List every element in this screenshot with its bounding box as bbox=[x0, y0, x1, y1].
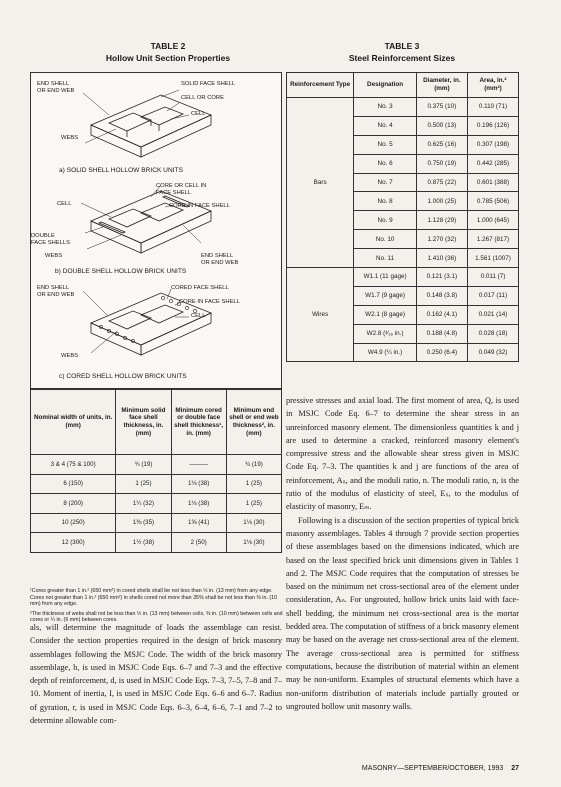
table-cell: W1.1 (11 gage) bbox=[354, 268, 417, 287]
table-cell: 0.021 (14) bbox=[467, 305, 518, 324]
table-cell: ——— bbox=[171, 455, 226, 475]
table-cell: 1⅛ (38) bbox=[171, 494, 226, 514]
table-cell: 1.270 (32) bbox=[416, 230, 467, 249]
footnote-2: ²The thickness of webs shall not be less than ½ in. (13 mm) between cells, ⅜ in. (10 mm) between cells and cores or ¼ in. (6 mm) between cores. bbox=[30, 610, 283, 624]
table-cell: W2.1 (8 gage) bbox=[354, 305, 417, 324]
brick-unit-figures bbox=[30, 72, 282, 389]
page-number: 27 bbox=[511, 765, 519, 772]
fig-a-label-end-shell: END SHELL bbox=[37, 81, 70, 87]
table-cell: 0.049 (32) bbox=[467, 343, 518, 362]
table-cell: No. 7 bbox=[354, 173, 417, 192]
table-cell: 0.162 (4.1) bbox=[416, 305, 467, 324]
footnote-1: ¹Cores greater than 1 in.² (650 mm²) in cored shells shall be not less than ½ in. (13 mm) from any edge. Cores not greater than 1 in.² (650 mm²) in shells cored not more than 35% shall be not less than ⅜ in. (10 mm) from any edge. bbox=[30, 588, 278, 608]
table-cell: 0.500 (13) bbox=[416, 116, 467, 135]
table-cell: No. 5 bbox=[354, 135, 417, 154]
table2-caption bbox=[52, 40, 284, 64]
fig-a-label-webs: WEBS bbox=[61, 135, 79, 141]
fig-b-label-cell: CELL bbox=[57, 201, 72, 207]
t3-header-diameter: Diameter, in. (mm) bbox=[416, 73, 467, 98]
table3-caption bbox=[286, 40, 518, 64]
table-cell: 0.121 (3.1) bbox=[416, 268, 467, 287]
table-row bbox=[31, 494, 282, 514]
group-type-wires: Wires bbox=[287, 268, 354, 362]
double-shell-brick-drawing bbox=[71, 183, 234, 263]
hollow-unit-section-table bbox=[30, 389, 282, 553]
table-cell: W1.7 (9 gage) bbox=[354, 286, 417, 305]
t3-header-designation: Designation bbox=[354, 73, 417, 98]
fig-b-label-core-in-face-shell: CORE IN FACE SHELL bbox=[169, 203, 230, 209]
fig-b-label-core-or-cell: CORE OR CELL IN bbox=[156, 183, 207, 189]
table-cell: 0.307 (198) bbox=[467, 135, 518, 154]
table-cell: No. 8 bbox=[354, 192, 417, 211]
fig-b-label-webs: WEBS bbox=[45, 253, 63, 259]
table-cell: 0.028 (18) bbox=[467, 324, 518, 343]
table-cell: 0.250 (6.4) bbox=[416, 343, 467, 362]
fig-a-label-cell-or-core: CELL OR CORE bbox=[181, 95, 224, 101]
fig-c-label-webs: WEBS bbox=[61, 353, 79, 359]
table-cell: 1⅛ (30) bbox=[226, 513, 281, 533]
table-cell: ¾ (19) bbox=[226, 455, 281, 475]
table-row bbox=[31, 455, 282, 475]
paragraph: pressive stresses and axial load. The first moment of area, Q, is used in MSJC Code Eq. 6–7 to determine the shear stress in an unreinforced masonry element. The dimensionless quantities k and j are used to determine a cracked, reinforced masonry element's compressive stress and the allowable shear stress given in MSJC Code Eq. 7–3. The quantities k and j are functions of the area of reinforcement, Aₛ, and the moduli ratio, n. The moduli ratio, n, is the ratio of the modulus of elasticity of steel, Eₛ, to the modulus of elasticity of masonry, Eₘ. bbox=[286, 396, 519, 512]
t2-header-cored-face-shell: Minimum cored or double face shell thickness¹, in. (mm) bbox=[171, 390, 226, 455]
table-cell: 1⅛ (30) bbox=[226, 533, 281, 553]
table-cell: 1.000 (645) bbox=[467, 211, 518, 230]
table-cell: 1.561 (1007) bbox=[467, 249, 518, 268]
table-cell: 1.000 (25) bbox=[416, 192, 467, 211]
table-cell: No. 11 bbox=[354, 249, 417, 268]
table-cell: 0.196 (126) bbox=[467, 116, 518, 135]
table-cell: 1.267 (817) bbox=[467, 230, 518, 249]
fig-b-label-end-shell: END SHELL bbox=[201, 253, 234, 259]
table-cell: 0.375 (10) bbox=[416, 98, 467, 117]
table-cell: 1 (25) bbox=[226, 474, 281, 494]
table-cell: No. 9 bbox=[354, 211, 417, 230]
magazine-issue: MASONRY—SEPTEMBER/OCTOBER, 1993 bbox=[361, 765, 504, 772]
fig-b-caption: b) DOUBLE SHELL HOLLOW BRICK UNITS bbox=[55, 268, 187, 275]
t2-header-nominal-width: Nominal width of units, in. (mm) bbox=[31, 390, 116, 455]
fig-b-label-face-shell: FACE SHELL bbox=[156, 190, 192, 196]
fig-c-label-end-web: OR END WEB bbox=[37, 292, 75, 298]
table-cell: No. 4 bbox=[354, 116, 417, 135]
table-cell: No. 3 bbox=[354, 98, 417, 117]
fig-c-label-cored-face-shell: CORED FACE SHELL bbox=[171, 285, 229, 291]
table-cell: 1½ (38) bbox=[116, 533, 171, 553]
t3-header-type: Reinforcement Type bbox=[287, 73, 354, 98]
table2-title: Hollow Unit Section Properties bbox=[105, 53, 231, 63]
fig-a-caption: a) SOLID SHELL HOLLOW BRICK UNITS bbox=[59, 167, 183, 174]
table-row bbox=[31, 513, 282, 533]
table-cell: 0.017 (11) bbox=[467, 286, 518, 305]
fig-c-label-end-shell: END SHELL bbox=[37, 285, 70, 291]
table-cell: 1.128 (29) bbox=[416, 211, 467, 230]
left-column-text: als, will determine the magnitude of loads the assemblage can resist. Consider the section properties required in the design of brick masonry assemblages following the MSJC Code. The width of the brick masonry assemblage, b, is used in MSJC Code Eqs. 6–7 and 7–3 and the effective depth of reinforcement, d, is used in MSJC Code Eqs. 7–3, 7–5, 7–8 and 7–10. Moment of inertia, I, is used in MSJC Code Eqs. 6–6 and 6–7. Radius of gyration, r, is used in MSJC Code Eqs. 6–3, 6–4, 6–6, 7–1 and 7–2 to determine allowable com- bbox=[30, 623, 282, 726]
table-cell: 1⅝ (41) bbox=[171, 513, 226, 533]
fig-b-label-double: DOUBLE bbox=[31, 233, 55, 239]
table-row bbox=[31, 474, 282, 494]
table-row bbox=[31, 533, 282, 553]
t2-header-end-shell: Minimum end shell or end web thickness², in. (mm) bbox=[226, 390, 281, 455]
table-cell: 0.442 (285) bbox=[467, 154, 518, 173]
t3-header-area: Area, in.² (mm²) bbox=[467, 73, 518, 98]
right-column-text bbox=[286, 394, 519, 713]
table3-number: TABLE 3 bbox=[384, 41, 420, 51]
table-cell: 0.011 (7) bbox=[467, 268, 518, 287]
table-cell: W4.9 (¼ in.) bbox=[354, 343, 417, 362]
fig-c-label-cell: CELL bbox=[191, 313, 206, 319]
table-cell: 0.785 (506) bbox=[467, 192, 518, 211]
table-cell: 1⅜ (35) bbox=[116, 513, 171, 533]
table-cell: 0.148 (3.8) bbox=[416, 286, 467, 305]
paragraph: Following is a discussion of the section properties of typical brick masonry assemblages. Tables 4 through 7 provide section properties of these assemblages based on the dimensions indicated, which are based on the least specified brick unit dimensions given in Tables 1 and 2. The MSJC Code requires that the computation of stresses be based on the minimum net cross-sectional area of the element under consideration, Aₙ. For ungrouted, hollow brick units laid with face-shell bedding, the minimum net cross-sectional area is the mortar bedded area. The computation of stiffness of a brick masonry element may be based on the average net cross-sectional area of the element. The average cross-sectional area is permitted for stiffness computations, because the distribution of material within an element may be non-uniform. Examples of structural elements which have a non-uniform distribution of materials include partially grouted or ungrouted hollow unit masonry walls. bbox=[286, 515, 519, 711]
table-cell: 6 (150) bbox=[31, 474, 116, 494]
table-cell: ¾ (19) bbox=[116, 455, 171, 475]
fig-c-caption: c) CORED SHELL HOLLOW BRICK UNITS bbox=[59, 373, 187, 380]
table-cell: 0.750 (19) bbox=[416, 154, 467, 173]
table-cell: 8 (200) bbox=[31, 494, 116, 514]
table-cell: 1 (25) bbox=[226, 494, 281, 514]
fig-a-label-cell: CELL bbox=[191, 111, 206, 117]
table-cell: 0.110 (71) bbox=[467, 98, 518, 117]
table-cell: No. 6 bbox=[354, 154, 417, 173]
fig-b-label-end-web: OR END WEB bbox=[201, 260, 239, 266]
table-cell: 0.625 (16) bbox=[416, 135, 467, 154]
table-cell: 1.410 (36) bbox=[416, 249, 467, 268]
table-cell: 3 & 4 (75 & 100) bbox=[31, 455, 116, 475]
table-cell: 0.601 (388) bbox=[467, 173, 518, 192]
table-cell: 10 (250) bbox=[31, 513, 116, 533]
table-cell: W2.8 (³⁄₁₆ in.) bbox=[354, 324, 417, 343]
t2-header-solid-face-shell: Minimum solid face shell thickness, in. (mm) bbox=[116, 390, 171, 455]
table-row bbox=[287, 98, 519, 117]
table-cell: 1 (25) bbox=[116, 474, 171, 494]
table-cell: 12 (300) bbox=[31, 533, 116, 553]
table-row bbox=[287, 268, 519, 287]
table-cell: 0.188 (4.8) bbox=[416, 324, 467, 343]
table-cell: 0.875 (22) bbox=[416, 173, 467, 192]
page-footer bbox=[330, 765, 519, 772]
fig-b-label-face-shells: FACE SHELLS bbox=[31, 240, 70, 246]
table3-title: Steel Reinforcement Sizes bbox=[348, 53, 456, 63]
table-cell: 1⅛ (38) bbox=[171, 474, 226, 494]
steel-reinforcement-table bbox=[286, 72, 519, 362]
fig-c-label-core-in-face-shell: CORE IN FACE SHELL bbox=[179, 299, 240, 305]
table-cell: No. 10 bbox=[354, 230, 417, 249]
table-cell: 2 (50) bbox=[171, 533, 226, 553]
group-type-bars: Bars bbox=[287, 98, 354, 268]
fig-a-label-end-web: OR END WEB bbox=[37, 88, 75, 94]
table-cell: 1¼ (32) bbox=[116, 494, 171, 514]
table2-number: TABLE 2 bbox=[150, 41, 186, 51]
fig-a-label-solid-face-shell: SOLID FACE SHELL bbox=[181, 81, 236, 87]
